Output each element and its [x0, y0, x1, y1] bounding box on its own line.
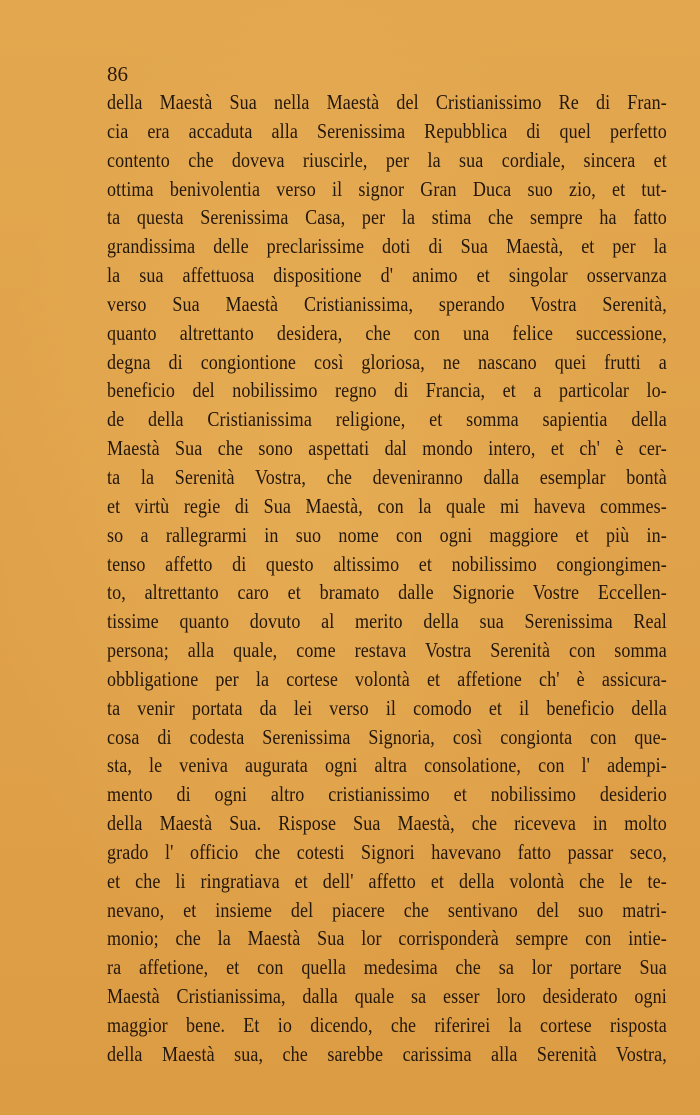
text-line: obbligatione per la cortese volontà et affetione ch' è assicura- — [107, 666, 667, 691]
text-line: ta venir portata da lei verso il comodo et il beneficio della — [107, 695, 667, 720]
text-line: de della Cristianissima religione, et somma sapientia della — [107, 407, 667, 432]
text-line: cosa di codesta Serenissima Signoria, così congionta con que- — [107, 724, 667, 749]
text-line: ra affetione, et con quella medesima che sa lor portare Sua — [107, 955, 667, 980]
text-line: grandissima delle preclarissime doti di Sua Maestà, et per la — [107, 234, 667, 259]
text-line: to, altrettanto caro et bramato dalle Signorie Vostre Eccellen- — [107, 580, 667, 605]
text-line: verso Sua Maestà Cristianissima, sperando Vostra Serenità, — [107, 291, 667, 316]
text-line: Maestà Cristianissima, dalla quale sa esser loro desiderato ogni — [107, 984, 667, 1009]
text-line: maggior bene. Et io dicendo, che riferirei la cortese risposta — [107, 1013, 667, 1037]
text-line: ta questa Serenissima Casa, per la stima che sempre ha fatto — [107, 205, 667, 230]
text-line: degna di congiontione così gloriosa, ne nascano quei frutti a — [107, 349, 667, 374]
text-line: beneficio del nobilissimo regno di Francia, et a particolar lo- — [107, 378, 667, 403]
text-line: mento di ogni altro cristianissimo et nobilissimo desiderio — [107, 782, 667, 807]
text-line: so a rallegrarmi in suo nome con ogni maggiore et più in- — [107, 522, 667, 547]
text-line: la sua affettuosa dispositione d' animo et singolar osservanza — [107, 263, 667, 288]
text-line: tenso affetto di questo altissimo et nobilissimo congiongimen- — [107, 551, 667, 576]
text-line: della Maestà Sua. Rispose Sua Maestà, che riceveva in molto — [107, 811, 667, 836]
text-line: monio; che la Maestà Sua lor corrisponderà sempre con intie- — [107, 926, 667, 951]
text-line: cia era accaduta alla Serenissima Repubblica di quel perfetto — [107, 118, 667, 143]
text-line: tissime quanto dovuto al merito della sua Serenissima Real — [107, 609, 667, 634]
text-line: quanto altrettanto desidera, che con una felice successione, — [107, 320, 667, 345]
text-line: sta, le veniva augurata ogni altra consolatione, con l' adempi- — [107, 753, 667, 778]
text-line: persona; alla quale, come restava Vostra Serenità con somma — [107, 638, 667, 663]
text-line: della Maestà sua, che sarebbe carissima alla Serenità Vostra, — [107, 1041, 667, 1066]
text-line: et virtù regie di Sua Maestà, con la quale mi haveva commes- — [107, 493, 667, 518]
text-line: della Maestà Sua nella Maestà del Cristianissimo Re di Fran- — [107, 90, 667, 114]
text-line: nevano, et insieme del piacere che sentivano del suo matri- — [107, 897, 667, 922]
text-line: grado l' officio che cotesti Signori havevano fatto passar seco, — [107, 839, 667, 864]
page-number: 86 — [107, 62, 128, 86]
text-line: ottima benivolentia verso il signor Gran Duca suo zio, et tut- — [107, 176, 667, 201]
text-line: ta la Serenità Vostra, che deveniranno dalla esemplar bontà — [107, 464, 667, 489]
text-line: Maestà Sua che sono aspettati dal mondo intero, et ch' è cer- — [107, 436, 667, 461]
text-line: contento che doveva riuscirle, per la sua cordiale, sincera et — [107, 147, 667, 172]
body-text — [107, 88, 667, 1069]
text-line: et che li ringratiava et dell' affetto et della volontà che le te- — [107, 868, 667, 893]
